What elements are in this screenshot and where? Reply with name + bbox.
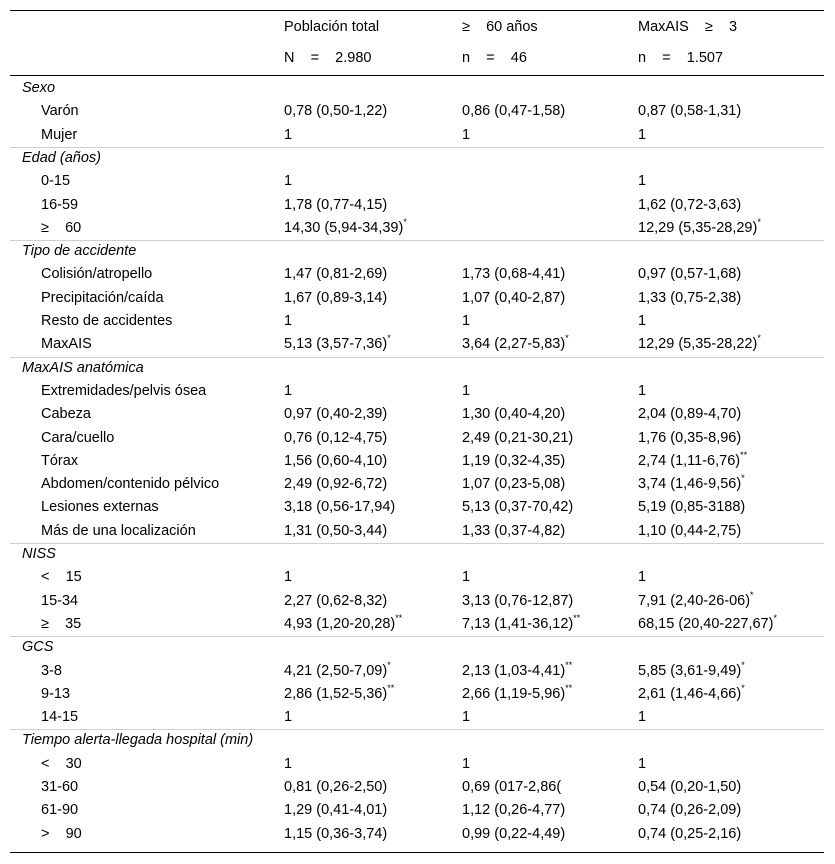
row-label: Colisión/atropello [41,266,153,283]
value-cell [462,403,565,426]
value-text: 2,27 (0,62-8,32) [284,592,388,609]
value-text: 0,87 (0,58-1,31) [638,103,742,120]
value-text: 1,73 (0,68-4,41) [462,266,566,283]
value-cell [638,496,745,519]
header-row-2 [0,47,835,69]
value-text: 12,29 (5,35-28,22) [638,336,758,353]
value-text: 3,13 (0,76-12,87) [462,592,574,609]
table-row [0,660,835,683]
value-cell [462,380,470,403]
value-text: 1 [462,382,471,399]
value-text: 2,74 (1,11-6,76) [638,452,741,469]
value-text: 1 [462,126,471,143]
section-header-row [0,543,835,566]
row-label: Precipitación/caída [41,289,164,306]
row-label: Varón [41,103,79,120]
value-cell [638,799,741,822]
value-text: 1,07 (0,23-5,08) [462,476,566,493]
value-text: 1 [284,173,293,190]
row-label: 0-15 [41,173,71,190]
table-row [0,520,835,543]
value-cell [638,520,741,543]
value-cell [638,333,761,356]
value-cell [638,100,741,123]
significance-mark: * [403,216,407,227]
value-text: 12,29 (5,35-28,29) [638,219,758,236]
table-row [0,194,835,217]
header-rule [10,75,824,76]
value-cell [284,590,387,613]
value-text: 3,64 (2,27-5,83) [462,336,566,353]
row-label: Lesiones externas [41,499,159,516]
table-row [0,496,835,519]
row-label: 31-60 [41,779,79,795]
value-cell [462,450,565,473]
value-text: 7,13 (1,41-36,12) [462,615,574,632]
section-title: Tiempo alerta-llegada hospital (min) [22,732,254,749]
value-text: 1 [638,126,647,143]
value-cell [462,613,580,636]
significance-mark: * [565,333,569,344]
value-text: 1 [638,382,647,399]
value-cell [462,427,573,450]
value-text: 0,78 (0,50-1,22) [284,103,388,120]
value-cell [462,823,565,846]
value-cell [638,450,747,473]
row-label: Extremidades/pelvis ósea [41,382,207,399]
row-label: MaxAIS [41,336,92,353]
value-cell [638,263,741,286]
value-cell [284,100,387,123]
section-header-row [0,729,835,752]
value-text: 2,66 (1,19-5,96) [462,685,566,702]
row-label: 14-15 [41,709,79,726]
value-cell [284,170,292,193]
header-row-1 [0,16,835,38]
value-text: 0,97 (0,57-1,68) [638,266,742,283]
significance-mark: * [741,682,745,693]
significance-mark: ** [565,659,573,670]
value-text: 2,49 (0,21-30,21) [462,429,574,446]
table-row [0,333,835,356]
section-header-row [0,240,835,263]
row-label: 3-8 [41,662,62,679]
row-label: ≥ 35 [41,615,82,632]
section-header-row [0,77,835,100]
table-bottom-rule [10,852,824,853]
value-text: 1 [284,709,293,726]
significance-mark: * [773,613,777,624]
table-row [0,403,835,426]
value-cell [284,380,292,403]
table-row [0,310,835,333]
row-label: < 30 [41,755,82,772]
table-row [0,124,835,147]
significance-mark: * [757,333,761,344]
value-cell [638,776,741,799]
value-cell [284,496,395,519]
value-cell [284,333,391,356]
value-cell [638,170,646,193]
value-text: 1,56 (0,60-4,10) [284,452,388,469]
value-cell [462,566,470,589]
value-text: 1,33 (0,37-4,82) [462,522,566,539]
header-n-60: n = 46 [462,50,527,66]
table-row [0,473,835,496]
significance-mark: * [757,216,761,227]
value-cell [284,776,387,799]
significance-mark: * [750,589,754,600]
table-row [0,683,835,706]
value-text: 1 [462,709,471,726]
significance-mark: ** [573,613,581,624]
value-cell [462,310,470,333]
value-text: 1,29 (0,41-4,01) [284,802,388,819]
section-title: NISS [22,546,56,562]
value-cell [638,310,646,333]
value-cell [638,823,741,846]
value-text: 5,85 (3,61-9,49) [638,662,742,679]
value-cell [462,100,565,123]
value-text: 1 [284,126,293,143]
value-text: 1,15 (0,36-3,74) [284,825,388,842]
header-col-total: Población total [284,19,380,35]
value-cell [638,473,745,496]
table-top-rule [10,10,824,11]
value-text: 5,19 (0,85-3188) [638,499,746,516]
table-row [0,287,835,310]
value-cell [284,310,292,333]
value-text: 0,74 (0,25-2,16) [638,825,742,842]
value-text: 1 [284,569,293,586]
value-cell [284,427,387,450]
table-row [0,380,835,403]
header-col-60: ≥ 60 años [462,19,538,35]
value-text: 0,54 (0,20-1,50) [638,779,742,795]
table-row [0,776,835,799]
value-cell [638,613,777,636]
value-text: 3,74 (1,46-9,56) [638,476,742,493]
value-cell [462,706,470,729]
value-cell [462,473,565,496]
value-text: 14,30 (5,94-34,39) [284,219,404,236]
value-cell [284,450,387,473]
table-row [0,217,835,240]
table-row [0,799,835,822]
value-text: 0,76 (0,12-4,75) [284,429,388,446]
table-row [0,566,835,589]
value-text: 1,07 (0,40-2,87) [462,289,566,306]
value-text: 1,67 (0,89-3,14) [284,289,388,306]
value-cell [284,823,387,846]
row-label: < 15 [41,569,82,586]
value-text: 1,12 (0,26-4,77) [462,802,566,819]
value-text: 1,78 (0,77-4,15) [284,196,388,213]
section-header-row [0,147,835,170]
value-text: 1,62 (0,72-3,63) [638,196,742,213]
value-text: 1 [284,755,293,772]
value-text: 0,69 (017-2,86( [462,779,562,795]
row-label: 16-59 [41,196,79,213]
table-row [0,100,835,123]
value-cell [462,799,565,822]
value-text: 7,91 (2,40-26-06) [638,592,751,609]
value-text: 1 [638,709,647,726]
row-label: 15-34 [41,592,79,609]
row-label: ≥ 60 [41,219,82,236]
value-text: 5,13 (3,57-7,36) [284,336,388,353]
value-cell [284,263,387,286]
value-text: 2,86 (1,52-5,36) [284,685,388,702]
value-cell [638,753,646,776]
row-label: 9-13 [41,685,71,702]
value-cell [284,520,387,543]
header-n-maxais: n = 1.507 [638,50,724,66]
value-cell [462,683,572,706]
table-row [0,427,835,450]
value-text: 1 [638,755,647,772]
value-cell [638,706,646,729]
value-cell [462,496,573,519]
value-text: 1 [638,313,647,329]
section-header-row [0,357,835,380]
significance-mark: * [741,659,745,670]
value-text: 1,33 (0,75-2,38) [638,289,742,306]
row-label: Resto de accidentes [41,313,173,329]
value-cell [462,520,565,543]
header-col-maxais: MaxAIS ≥ 3 [638,19,738,35]
value-text: 1 [462,569,471,586]
significance-mark: * [741,473,745,484]
row-label: > 90 [41,825,82,842]
value-cell [462,333,569,356]
value-cell [284,194,387,217]
value-text: 1,76 (0,35-8,96) [638,429,742,446]
significance-mark: ** [387,682,395,693]
value-cell [638,287,741,310]
table-row [0,450,835,473]
section-title: Tipo de accidente [22,243,137,260]
value-text: 1 [284,382,293,399]
value-text: 0,86 (0,47-1,58) [462,103,566,120]
value-cell [284,566,292,589]
value-text: 2,49 (0,92-6,72) [284,476,388,493]
value-cell [462,753,470,776]
section-title: Sexo [22,80,56,96]
value-cell [284,124,292,147]
value-cell [284,613,402,636]
table-row [0,753,835,776]
value-text: 1,10 (0,44-2,75) [638,522,742,539]
value-cell [462,776,561,799]
value-cell [462,263,565,286]
section-title: MaxAIS anatómica [22,359,144,376]
row-label: Cara/cuello [41,429,115,446]
value-text: 5,13 (0,37-70,42) [462,499,574,516]
value-cell [284,217,407,240]
value-text: 3,18 (0,56-17,94) [284,499,396,516]
value-cell [638,590,754,613]
row-label: 61-90 [41,802,79,819]
value-cell [638,217,761,240]
value-cell [284,799,387,822]
value-cell [284,660,391,683]
value-text: 2,13 (1,03-4,41) [462,662,566,679]
significance-mark: * [387,333,391,344]
row-label: Tórax [41,452,79,469]
row-label: Más de una localización [41,522,196,539]
table-row [0,823,835,846]
value-cell [638,566,646,589]
value-cell [462,590,573,613]
value-cell [284,683,394,706]
value-cell [638,403,741,426]
value-text: 68,15 (20,40-227,67) [638,615,774,632]
value-cell [638,194,741,217]
section-header-row [0,636,835,659]
value-cell [284,753,292,776]
value-cell [638,660,745,683]
value-text: 0,81 (0,26-2,50) [284,779,388,795]
value-cell [284,287,387,310]
value-text: 1,19 (0,32-4,35) [462,452,566,469]
value-text: 1 [284,313,293,329]
table-row [0,170,835,193]
section-title: GCS [22,639,54,656]
value-cell [284,706,292,729]
value-text: 4,93 (1,20-20,28) [284,615,396,632]
significance-mark: * [387,659,391,670]
value-text: 4,21 (2,50-7,09) [284,662,388,679]
value-text: 1 [462,313,471,329]
table-row [0,706,835,729]
value-cell [462,287,565,310]
row-label: Mujer [41,126,78,143]
section-title: Edad (años) [22,149,101,166]
value-text: 2,61 (1,46-4,66) [638,685,742,702]
value-text: 1 [638,173,647,190]
significance-mark: ** [740,449,748,460]
header-n-total: N = 2.980 [284,50,372,66]
value-text: 1,47 (0,81-2,69) [284,266,388,283]
value-text: 1,30 (0,40-4,20) [462,406,566,423]
value-text: 0,97 (0,40-2,39) [284,406,388,423]
value-cell [638,380,646,403]
significance-mark: ** [395,613,403,624]
value-cell [462,660,572,683]
value-text: 1 [638,569,647,586]
value-cell [284,403,387,426]
value-text: 0,99 (0,22-4,49) [462,825,566,842]
value-cell [638,124,646,147]
value-text: 0,74 (0,26-2,09) [638,802,742,819]
value-cell [462,124,470,147]
table-row [0,590,835,613]
row-label: Cabeza [41,406,91,423]
table-row [0,613,835,636]
value-text: 1 [462,755,471,772]
value-cell [638,427,741,450]
value-text: 1,31 (0,50-3,44) [284,522,388,539]
table-row [0,263,835,286]
value-text: 2,04 (0,89-4,70) [638,406,742,423]
value-cell [284,473,387,496]
significance-mark: ** [565,682,573,693]
value-cell [638,683,745,706]
row-label: Abdomen/contenido pélvico [41,476,220,493]
